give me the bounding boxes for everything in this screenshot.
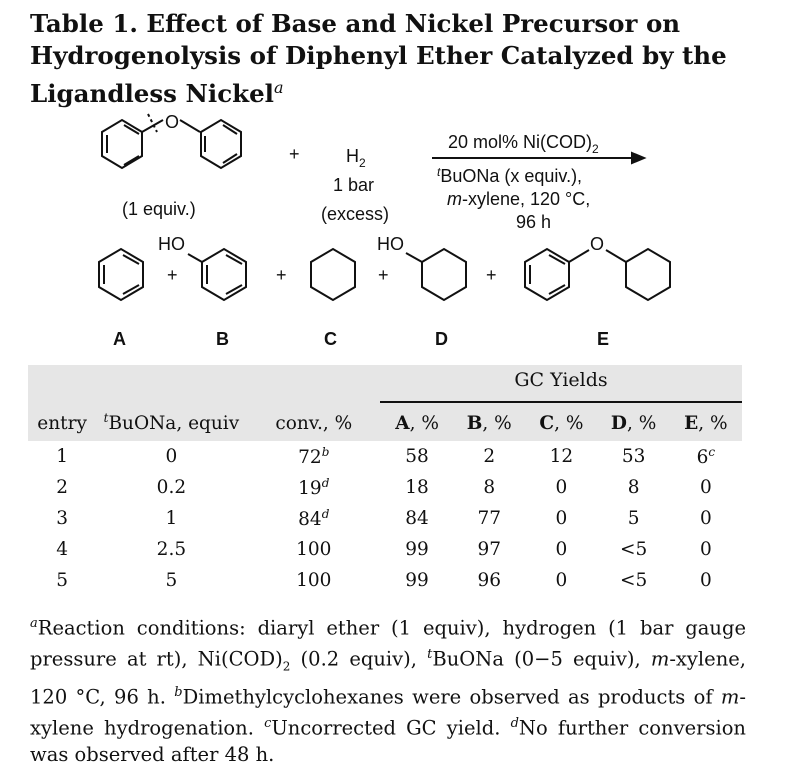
product-c-structure (311, 249, 355, 300)
product-a-structure (99, 249, 143, 300)
time-label: 96 h (516, 212, 552, 232)
col-c: C, % (539, 412, 584, 434)
reactant-equiv-label: (1 equiv.) (122, 199, 196, 219)
product-e-structure (525, 249, 670, 300)
table-footnotes: $^a$Reaction conditions: diaryl ether (1 equiv), hydrogen (1 bar gauge pressure at rt), $Ni(COD)_2$ (0.2 equiv), $^t$BuONa (0−5 equiv), m-xylene, 120 °C, 96 h. $^b$Dimethylcyclohexanes were observed as products of m-xylene hydrogenation. $^c$Uncorrected GC yield. $^d$No further conversion was observed after 48 h. (30, 616, 747, 766)
column-header-row (28, 405, 742, 441)
col-base: $^t$BuONa, equiv (103, 411, 240, 435)
col-a: A, % (395, 412, 439, 434)
table-row: 1 0 72$^b$ 58 2 12 53 6$^c$ (56, 444, 716, 469)
label-a: A (113, 329, 126, 349)
col-d: D, % (610, 412, 657, 434)
table-row: 5 5 100 99 96 0 <5 0 (56, 570, 712, 591)
solvent-label: m-xylene, 120 °C, (447, 189, 591, 209)
product-b-structure (188, 249, 246, 300)
plus-sign: + (276, 265, 287, 285)
label-e: E (597, 329, 610, 349)
label-b: B (216, 329, 229, 349)
plus-sign: + (289, 144, 300, 164)
plus-sign: + (378, 265, 389, 285)
table-row: 3 1 84$^d$ 84 77 0 5 0 (56, 506, 712, 531)
title-footnote-mark: a (273, 78, 284, 97)
footnote-c-mark: c (264, 715, 272, 731)
table-title (30, 8, 770, 110)
catalyst-label: 20 mol% $Ni(COD)_2$ (448, 132, 599, 156)
reaction-scheme (0, 110, 787, 355)
footnote-a-mark: a (30, 616, 38, 631)
table-title-text: Table 1. Effect of Base and Nickel Precursor on Hydrogenolysis of Diphenyl Ether Catalyzed by the Ligandless Nickel (30, 9, 727, 109)
phenol-oh-label: HO (158, 234, 185, 254)
label-c: C (324, 329, 337, 349)
product-d-structure (406, 249, 466, 300)
cyclohexanol-oh-label: HO (377, 234, 404, 254)
col-entry: entry (37, 412, 87, 434)
ether-oxygen-label: O (165, 112, 180, 132)
gc-yields-header: GC Yields (514, 369, 608, 391)
excess-label: (excess) (321, 204, 390, 224)
label-d: D (435, 329, 448, 349)
col-e: E, % (684, 412, 728, 434)
base-label: $^t$BuONa (x equiv.), (437, 165, 583, 186)
plus-sign: + (167, 265, 178, 285)
h2-label: $H_2$ (346, 146, 366, 170)
footnote-d-mark: d (510, 715, 519, 731)
table-row: 4 2.5 100 99 97 0 <5 0 (56, 539, 712, 560)
footnote-b-mark: b (174, 684, 183, 700)
table-row: 2 0.2 19$^d$ 18 8 0 8 0 (56, 475, 712, 500)
results-table (28, 405, 742, 596)
gc-yields-rule (380, 401, 742, 403)
col-conv: conv., % (275, 412, 353, 434)
ether-o-label: O (590, 234, 605, 254)
pressure-label: 1 bar (333, 175, 375, 195)
col-b: B, % (466, 412, 512, 434)
plus-sign: + (486, 265, 497, 285)
